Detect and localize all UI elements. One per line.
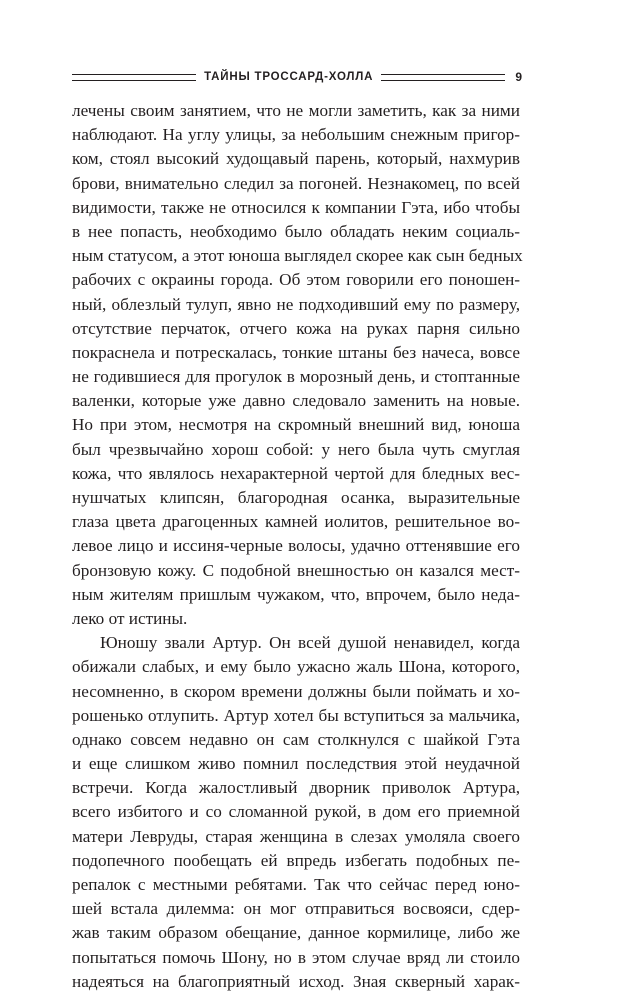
- text-line: ком, стоял высокий худощавый парень, который, нахмурив: [72, 149, 520, 169]
- text-line: леко от истины.: [72, 608, 188, 628]
- text-line: отсутствие перчаток, отчего кожа на руках парня сильно: [72, 318, 520, 338]
- text-line: Юношу звали Артур. Он всей душой ненавидел, когда: [100, 633, 520, 653]
- text-line: брови, внимательно следил за погоней. Незнакомец, по всей: [72, 173, 520, 193]
- text-line: рошенько отлупить. Артур хотел бы вступиться за мальчика,: [72, 705, 520, 725]
- running-head: [72, 66, 522, 88]
- text-line: шей встала дилемма: он мог отправиться восвояси, сдер-: [72, 899, 520, 919]
- text-line: Но при этом, несмотря на скромный внешний вид, юноша: [72, 415, 520, 435]
- text-line: бронзовую кожу. С подобной внешностью он казался мест-: [72, 560, 520, 580]
- text-line: наблюдают. На углу улицы, за небольшим снежным пригор-: [72, 125, 520, 145]
- text-line: ным статусом, а этот юноша выглядел скорее как сын бедных: [72, 246, 523, 266]
- text-line: несомненно, в скором времени должны были поймать и хо-: [72, 681, 520, 701]
- text-line: всего избитого и со сломанной рукой, в дом его приемной: [72, 802, 520, 822]
- header-rule-left: [72, 74, 196, 81]
- paragraph: [72, 99, 523, 631]
- text-line: обижали слабых, и ему было ужасно жаль Шона, которого,: [72, 657, 520, 677]
- text-line: валенки, которые уже давно следовало заменить на новые.: [72, 391, 520, 411]
- text-line: левое лицо и иссиня-черные волосы, удачно оттенявшие его: [72, 536, 520, 556]
- text-line: рабочих с окраины города. Об этом говорили его поношен-: [72, 270, 520, 290]
- text-line: ный, облезлый тулуп, явно не подходивший ему по размеру,: [72, 294, 520, 314]
- text-line: матери Левруды, старая женщина в слезах умоляла своего: [72, 826, 520, 846]
- running-head-title: ТАЙНЫ ТРОССАРД-ХОЛЛА: [204, 71, 374, 83]
- text-line: встречи. Когда жалостливый дворник приволок Артура,: [72, 778, 520, 798]
- header-rule-right: [381, 74, 505, 81]
- text-line: и еще слишком живо помнил последствия этой неудачной: [72, 754, 520, 774]
- text-line: глаза цвета драгоценных камней иолитов, решительное во-: [72, 512, 520, 532]
- body-text: [72, 99, 523, 994]
- text-line: был чрезвычайно хорош собой: у него была чуть смуглая: [72, 439, 520, 459]
- text-line: подопечного пообещать ей впредь избегать подобных пе-: [72, 850, 520, 870]
- text-line: лечены своим занятием, что не могли заметить, как за ними: [72, 101, 520, 120]
- paragraph: [72, 631, 520, 994]
- text-line: репалок с местными ребятами. Так что сейчас перед юно-: [72, 875, 520, 894]
- text-line: видимости, также не относился к компании Гэта, ибо чтобы: [72, 197, 520, 217]
- text-line: в нее попасть, необходимо было обладать неким социаль-: [72, 221, 520, 241]
- text-line: надеяться на благоприятный исход. Зная скверный харак-: [72, 971, 520, 991]
- text-line: попытаться помочь Шону, но в этом случае вряд ли стоило: [72, 947, 520, 967]
- text-line: нушчатых клипсян, благородная осанка, выразительные: [72, 488, 520, 507]
- text-line: ным жителям пришлым чужаком, что, впрочем, было неда-: [72, 584, 520, 604]
- text-line: жав таким образом обещание, данное кормилице, либо же: [72, 923, 520, 943]
- text-line: покраснела и потрескалась, тонкие штаны без начеса, вовсе: [72, 342, 520, 362]
- text-line: кожа, что являлось нехарактерной чертой для бледных вес-: [72, 463, 520, 483]
- page-number: 9: [515, 70, 523, 84]
- text-line: однако совсем недавно он сам столкнулся с шайкой Гэта: [72, 729, 520, 749]
- text-line: не годившиеся для прогулок в морозный день, и стоптанные: [72, 367, 520, 387]
